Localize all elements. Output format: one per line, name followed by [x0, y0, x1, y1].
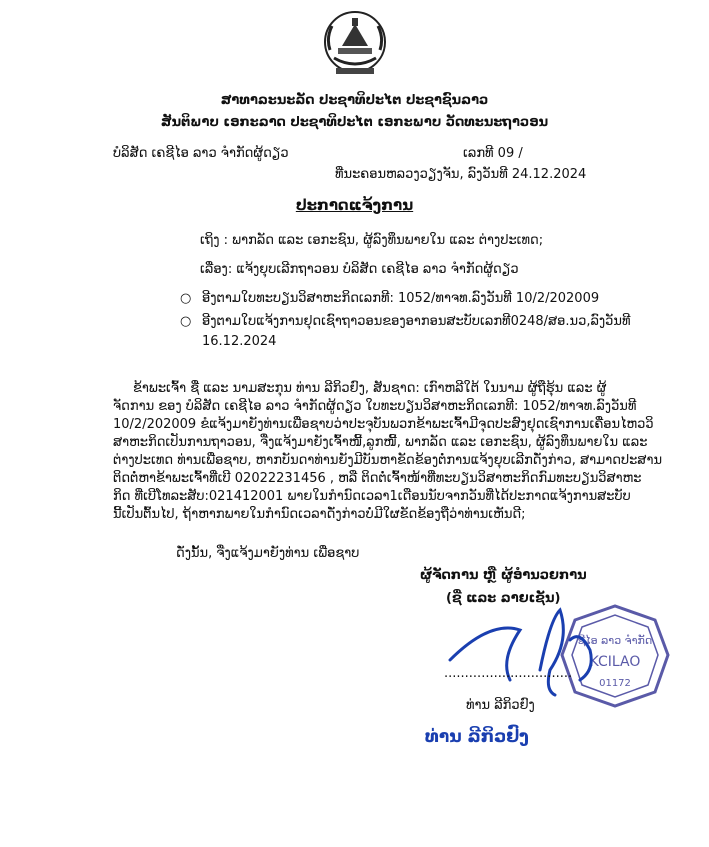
body-line: ຈັດການ ຂອງ ບໍລິສັດ ເຄຊີໄອ ລາວ ຈໍາກັດຜູ້ດຽວ ໃບທະບຽນວິສາຫະກິດເລກທີ: 1052/ທາຈທ.ລົງວັນທີ: [113, 399, 637, 414]
company-stamp: [562, 606, 668, 706]
body-line: ສາຫະກິດເປັນການຖາວອນ, ຈື່ງແຈ້ງມາຍັງເຈົ້າໜີ້,ລູກໜີ້, ພາກລັດ ແລະ ເອກະຊົນ, ຜູ້ລົງທຶນພາຍໃນ ແລະ: [113, 435, 648, 450]
reference-text: ອີງຕາມໃບທະບຽນວິສາຫະກິດເລກທີ: 1052/ທາຈທ.ລົງວັນທີ 10/2/202009: [202, 291, 600, 306]
svg-text:01172: 01172: [599, 678, 631, 689]
header-line-1: ສາທາລະນະລັດ ປະຊາທິປະໄຕ ປະຊາຊົນລາວ: [220, 93, 489, 108]
body-paragraph: [113, 380, 663, 524]
company-name: ບໍລິສັດ ເຄຊີໄອ ລາວ ຈໍາກັດຜູ້ດຽວ: [113, 146, 289, 161]
subject: ເລື່ອງ: ແຈ້ງຍຸບເລີກຖາວອນ ບໍລິສັດ ເຄຊີໄອ ລາວ ຈໍາກັດຜູ້ດຽວ: [200, 262, 519, 277]
page-title: ປະກາດແຈ້ງການ: [295, 196, 414, 214]
signature-stamp-graphic: [430, 600, 670, 710]
header-line-2: ສັນຕິພາບ ເອກະລາດ ປະຊາທິປະໄຕ ເອກະພາບ ວັດທະນະຖາວອນ: [160, 115, 549, 130]
body-line: ນີ້ເປັນຕົ້ນໄປ, ຖ້າຫາກພາຍໃນກໍານົດເວລາດັ່ງກ່າວບໍ່ມີໃຜຂັດຂ້ອງຖືວ່າທ່ານເຫັນດີ;: [113, 507, 526, 522]
national-emblem-icon: [322, 8, 388, 78]
signer-role: ຜູ້ຈັດການ ຫຼື ຜູ້ອໍານວຍການ: [420, 568, 587, 583]
signer-name-handwritten: ທ່ານ ລີກິວຢົງ: [425, 727, 529, 747]
signature-line: ...............................: [444, 666, 573, 681]
addressee: ເຖິງ : ພາກລັດ ແລະ ເອກະຊົນ, ຜູ້ລົງທຶນພາຍໃນ ແລະ ຕ່າງປະເທດ;: [200, 233, 544, 248]
signer-name: ທ່ານ ລີກິວຢົງ: [466, 698, 535, 713]
signature-note: (ຊື່ ແລະ ລາຍເຊັນ): [446, 591, 561, 606]
closing-line: ດັ່ງນັ້ນ, ຈື່ງແຈ້ງມາຍັງທ່ານ ເພື່ອຊາບ: [176, 546, 360, 561]
reference-text-continued: 16.12.2024: [202, 334, 277, 349]
body-line: ຕິດຕໍ່ຫາຂ້າພະເຈົ້າທີ່ເບີ 02022231456 , ຫລື ຕິດຕໍ່ເຈົ້າໜ້າທີ່ທະບຽນວິສາຫະກິດກົມທະບຽນວິສາຫະ: [113, 471, 642, 486]
body-line: ຕ່າງປະເທດ ທ່ານເພື່ອຊາບ, ຫາກບັນດາທ່ານຍັງມີບັນຫາຂັດຂ້ອງຕໍ່ການແຈ້ງຍຸບເລີກດັ່ງກ່າວ, ສາມາດປະສານ: [113, 453, 663, 468]
document-number: ເລກທີ 09 /: [463, 146, 523, 161]
reference-item: [180, 290, 599, 308]
reference-text: ອີງຕາມໃບແຈ້ງການຢຸດເຊົາຖາວອນຂອງອາກອນສະບັບເລກທີ0248/ສອ.ນວ,ລົງວັນທີ: [202, 314, 631, 329]
svg-text:KCILAO: KCILAO: [589, 654, 641, 670]
bullet-icon: ○: [180, 314, 192, 329]
reference-item: [180, 313, 630, 331]
body-line: 10/2/202009 ຂໍແຈ້ງມາຍັງທ່ານເພື່ອຊາບວ່າປະຈຸບັນພວກຂ້າພະເຈົ້າມີຈຸດປະສົງຢຸດເຊົາການເຄື່ອນໄຫວວິ: [113, 417, 654, 432]
svg-text:ຊີໄອ ລາວ ຈຳກັດ: ຊີໄອ ລາວ ຈຳກັດ: [577, 634, 653, 647]
body-line: ຂ້າພະເຈົ້າ ຊື່ ແລະ ນາມສະກຸນ ທ່ານ ລີກິວຢົງ, ສັນຊາດ: ເກົາຫລີໃຕ້ ໃນນາມ ຜູ້ຖືຮຸ້ນ ແລະ ຜູ້: [133, 381, 607, 396]
body-line: ກິດ ທີ່ເບີໂທລະສັບ:021412001 ພາຍໃນກໍານົດເວລາ1ເດືອນນັບຈາກວັນທີ່ໄດ້ປະກາດແຈ້ງການສະບັບ: [113, 489, 631, 504]
bullet-icon: ○: [180, 291, 192, 306]
place-date: ທີ່ນະຄອນຫລວງວຽງຈັນ, ລົງວັນທີ 24.12.2024: [335, 167, 587, 182]
